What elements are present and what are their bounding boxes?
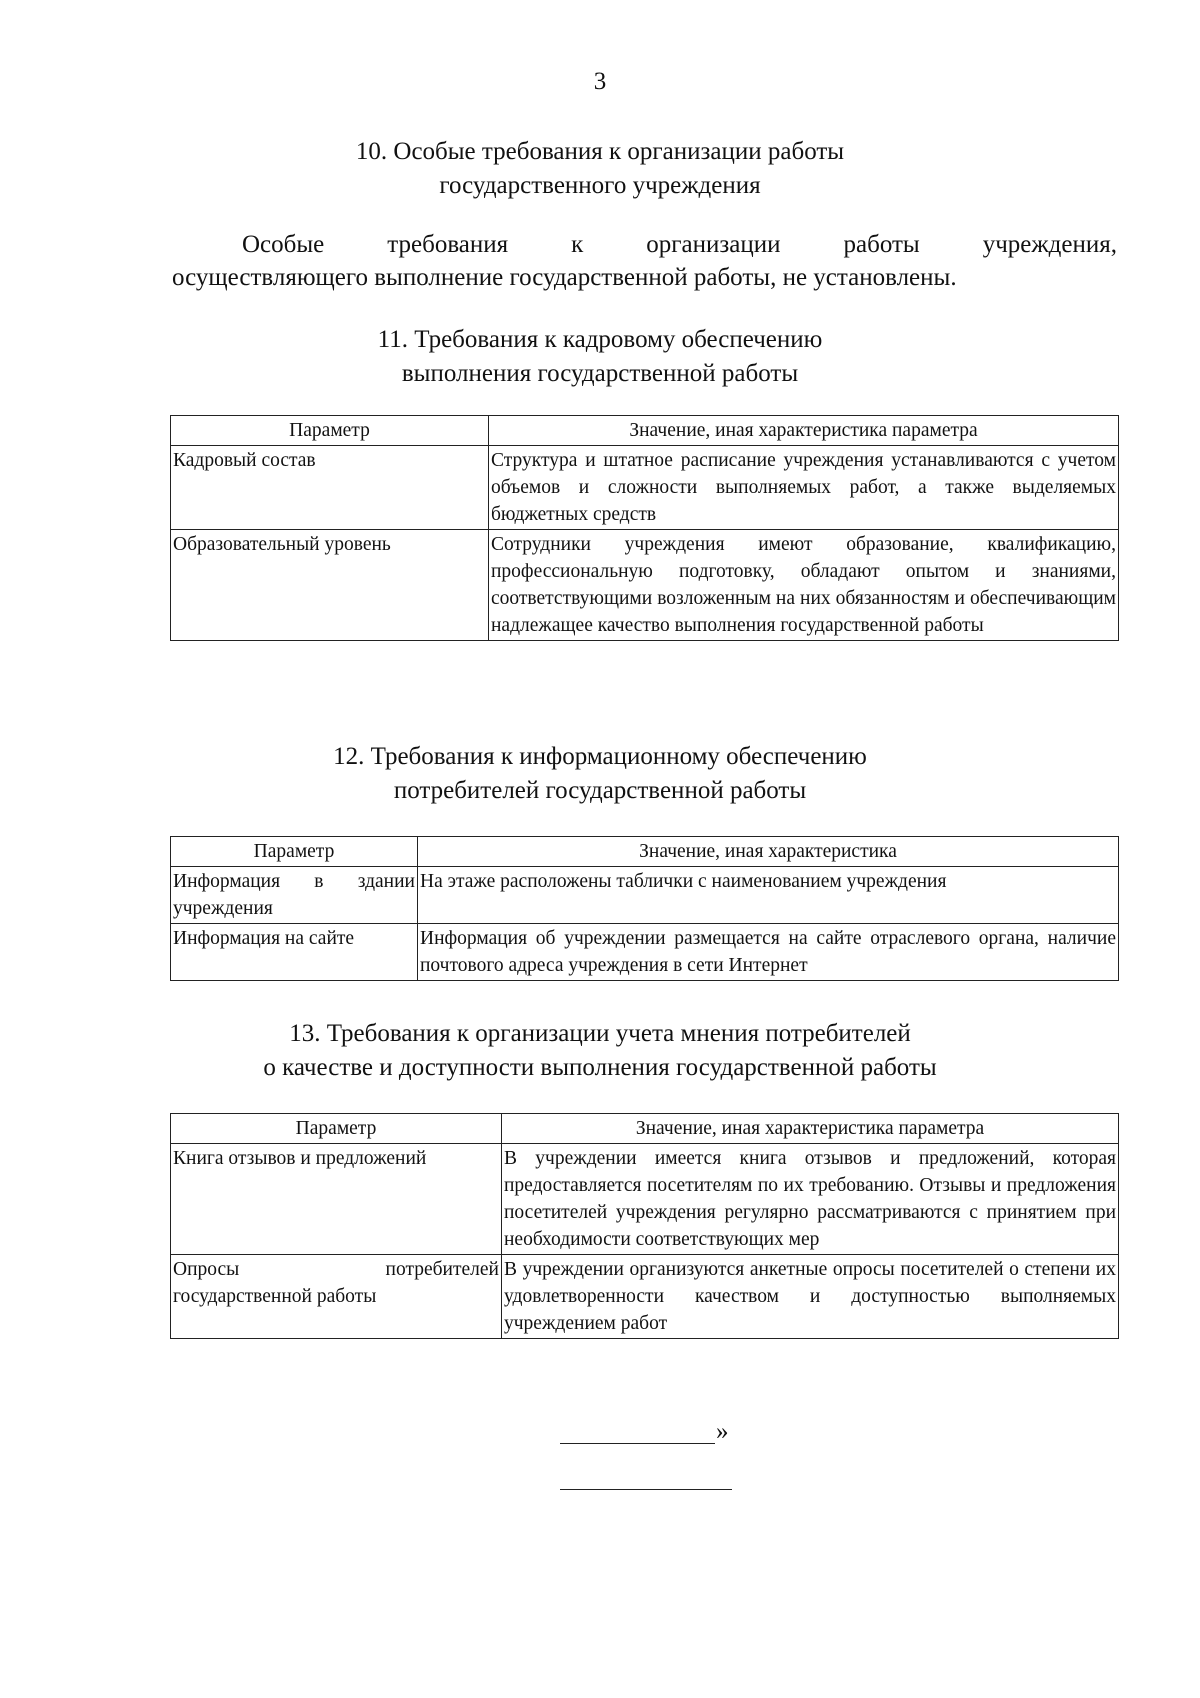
section-13-title: 13. Требования к организации учета мнения потребителей о качестве и доступности выполнения государственной работы (263, 1020, 937, 1081)
table-row (171, 1144, 1119, 1255)
table-row (171, 1255, 1119, 1339)
param-cell: Образовательный уровень (171, 530, 489, 641)
param-cell: Опросы потребителей государственной работы (171, 1255, 502, 1339)
table-header-row (171, 416, 1119, 446)
column-header: Параметр (171, 416, 489, 446)
column-header: Значение, иная характеристика параметра (489, 416, 1119, 446)
param-cell: Информация на сайте (171, 924, 418, 981)
closing-rule-upper (560, 1443, 715, 1444)
feedback-table (170, 1113, 1119, 1339)
table-row (171, 530, 1119, 641)
value-cell: В учреждении организуются анкетные опросы посетителей о степени их удовлетворенности качеством и доступностью выполняемых учреждением работ (502, 1255, 1119, 1339)
table-row (171, 867, 1119, 924)
section-12-title: 12. Требования к информационному обеспечению потребителей государственной работы (333, 743, 867, 804)
table-row (171, 924, 1119, 981)
column-header: Значение, иная характеристика (418, 837, 1119, 867)
column-header: Параметр (171, 837, 418, 867)
section-10-title: 10. Особые требования к организации работы государственного учреждения (355, 138, 845, 199)
page-number: 3 (593, 68, 607, 95)
table-header-row (171, 837, 1119, 867)
table-row (171, 446, 1119, 530)
closing-rule-lower (560, 1489, 732, 1490)
value-cell: В учреждении имеется книга отзывов и предложений, которая предоставляется посетителям по их требованию. Отзывы и предложения посетителей учреждения регулярно рассматриваются с принятием при необходимости соответствующих мер (502, 1144, 1119, 1255)
param-cell: Книга отзывов и предложений (171, 1144, 502, 1255)
column-header: Параметр (171, 1114, 502, 1144)
value-cell: На этаже расположены таблички с наименованием учреждения (418, 867, 1119, 924)
closing-quote-mark: » (716, 1418, 729, 1445)
param-cell: Информация в здании учреждения (171, 867, 418, 924)
value-cell: Структура и штатное расписание учреждения устанавливаются с учетом объемов и сложности выполняемых работ, а также выделяемых бюджетных средств (489, 446, 1119, 530)
table-header-row (171, 1114, 1119, 1144)
staffing-table (170, 415, 1119, 641)
value-cell: Информация об учреждении размещается на сайте отраслевого органа, наличие почтового адреса учреждения в сети Интернет (418, 924, 1119, 981)
value-cell: Сотрудники учреждения имеют образование, квалификацию, профессиональную подготовку, обладают опытом и знаниями, соответствующими возложенным на них обязанностям и обеспечивающим надлежащее качество выполнения государственной работы (489, 530, 1119, 641)
param-cell: Кадровый состав (171, 446, 489, 530)
information-table (170, 836, 1119, 981)
section-10-paragraph: Особые требования к организации работы учреждения, осуществляющего выполнение государственной работы, не установлены. (172, 231, 1117, 291)
column-header: Значение, иная характеристика параметра (502, 1114, 1119, 1144)
section-11-title: 11. Требования к кадровому обеспечению выполнения государственной работы (377, 326, 823, 387)
